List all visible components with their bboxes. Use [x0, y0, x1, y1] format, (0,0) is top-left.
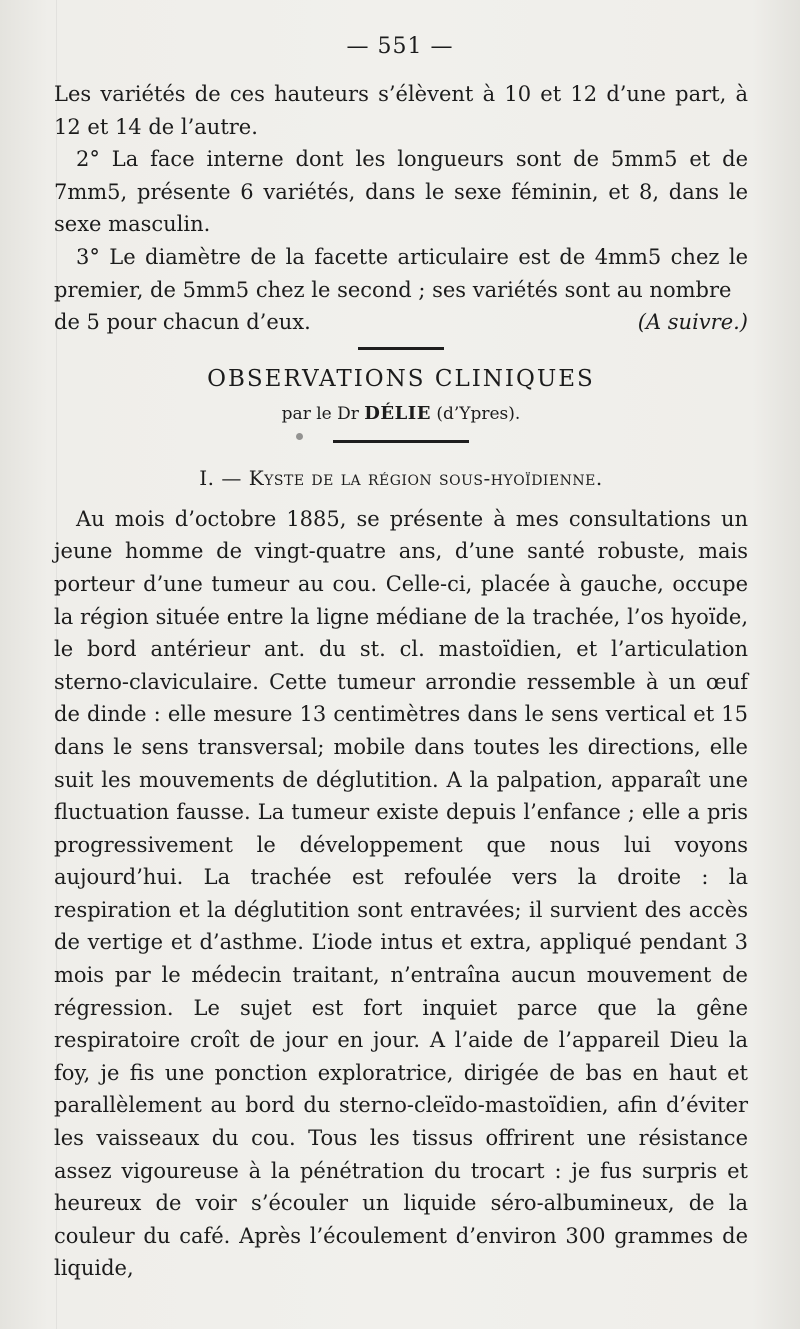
paragraph-facette-end: de 5 pour chacun d’eux. — [54, 310, 311, 335]
separator-rule-bottom — [333, 440, 469, 443]
paragraph-heights: Les variétés de ces hauteurs s’élèvent à 10 et 12 d’une part, à 12 et 14 de l’autre. — [54, 82, 748, 139]
page-number: — 551 — — [346, 34, 454, 59]
section-heading: OBSERVATIONS CLINIQUES — [207, 365, 595, 392]
paragraph-facette-last-line — [54, 306, 748, 339]
paragraph-observation: Au mois d’octobre 1885, se présente à mes consultations un jeune homme de vingt-quatre ans, d’une santé robuste, mais porteur d’une tumeur au cou. Celle-ci, placée à gauche, occupe la région située entre la ligne médiane de la trachée, l’os hyoïde, le bord antérieur ant. du st. cl. mastoïdien, et l’articulation sterno-claviculaire. Cette tumeur arrondie ressemble à un œuf de dinde : elle mesure 13 centimètres dans le sens vertical et 15 dans le sens transversal; mobile dans toutes les directions, elle suit les mouvements de déglutition. A la palpation, apparaît une fluctuation fausse. La tumeur existe depuis l’enfance ; elle a pris progressivement le développement que nous lui voyons aujourd’hui. La trachée est refoulée vers la droite : la respiration et la déglutition sont entravées; il survient des accès de vertige et d’asthme. L’iode intus et extra, appliqué pendant 3 mois par le médecin traitant, n’entraîna aucun mouvement de régression. Le sujet est fort inquiet parce que la gêne respiratoire croît de jour en jour. A l’aide de l’appareil Dieu la foy, je fis une ponction exploratrice, dirigée de bas en haut et parallèlement au bord du sterno-cleïdo-mastoïdien, afin d’éviter les vaisseaux du cou. Tous les tissus offrirent une résistance assez vigoureuse à la pénétration du trocart : je fus surpris et heureux de voir s’écouler un liquide séro-albumineux, de la couleur du café. Après l’écoulement d’environ 300 grammes de liquide, — [54, 506, 748, 1281]
ink-speck — [296, 433, 303, 440]
byline-suffix: (d’Ypres). — [436, 403, 521, 424]
paragraph-facette-articulaire: 3° Le diamètre de la facette articulaire est de 4mm5 chez le premier, de 5mm5 chez le second ; ses variétés sont au nombre — [54, 244, 748, 302]
separator-rule-top — [358, 347, 444, 350]
byline-prefix: par le Dr — [281, 403, 359, 424]
author-name: DÉLIE — [364, 402, 431, 424]
paragraph-face-interne: 2° La face interne dont les longueurs sont de 5mm5 et de 7mm5, présente 6 variétés, dans le sexe féminin, et 8, dans le sexe masculin. — [54, 147, 748, 237]
continuation-note: (A suivre.) — [637, 310, 748, 335]
author-byline — [54, 402, 748, 426]
page-body — [54, 78, 748, 1285]
observation-title: I. — Kyste de la région sous-hyoïdienne. — [199, 465, 603, 490]
